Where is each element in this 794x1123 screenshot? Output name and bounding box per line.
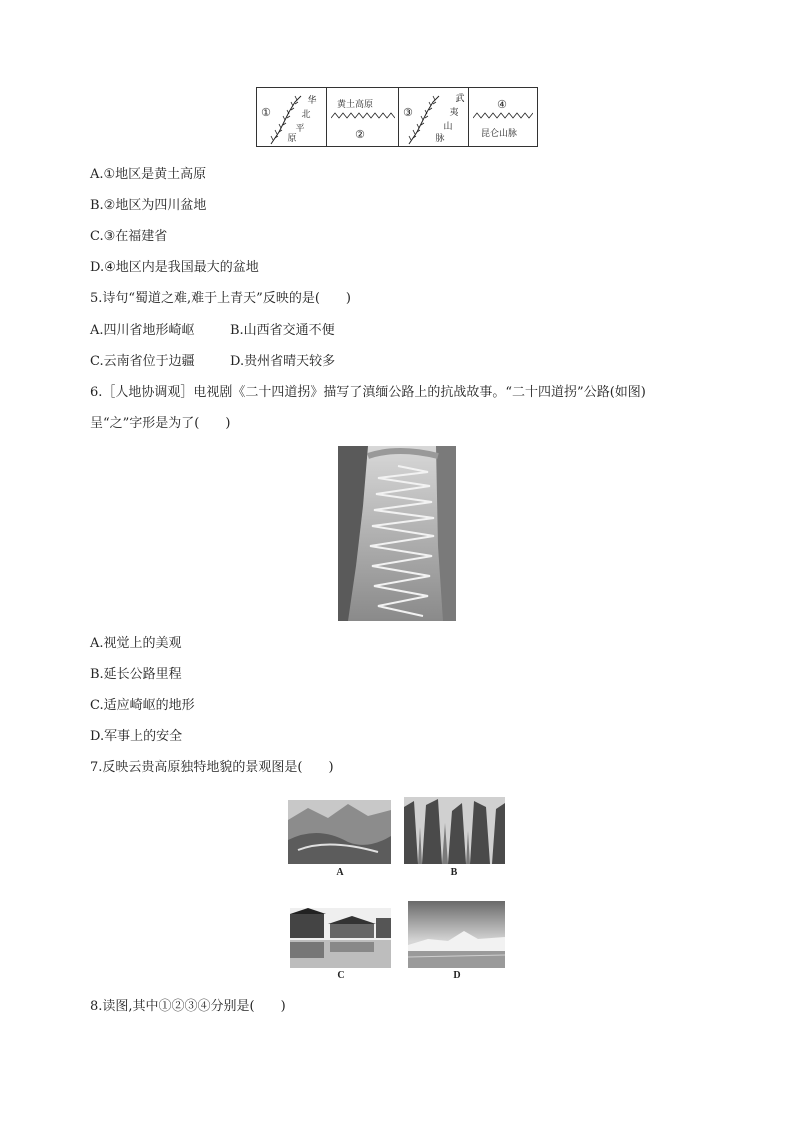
mountain-ridge-icon <box>473 112 533 120</box>
cell-1 <box>257 88 327 146</box>
landscape-photo-d <box>408 901 505 968</box>
label-mai: 脉 <box>435 134 445 144</box>
label-hua: 华 <box>307 96 317 106</box>
q8-stem: 8.读图,其中①②③④分别是( ) <box>90 999 286 1014</box>
q5-option-b: B.山西省交通不便 <box>230 323 335 338</box>
caption-c: C <box>337 970 345 981</box>
label-shan: 山 <box>443 122 453 132</box>
loess-plateau-title: 黄土高原 <box>337 100 374 110</box>
plateau-ridge-icon <box>331 112 395 120</box>
q7-stem: 7.反映云贵高原独特地貌的景观图是( ) <box>90 760 334 775</box>
q6-option-a: A.视觉上的美观 <box>90 636 182 651</box>
q6-stem-line2: 呈“之”字形是为了( ) <box>90 416 231 431</box>
q4-option-b: B.②地区为四川盆地 <box>90 198 207 213</box>
q6-option-b: B.延长公路里程 <box>90 667 182 682</box>
q4-option-d: D.④地区内是我国最大的盆地 <box>90 260 259 275</box>
label-ping: 平 <box>295 124 305 134</box>
label-wu: 武 <box>455 94 465 104</box>
marker-4: ④ <box>497 98 507 111</box>
landscape-photo-a <box>288 800 391 864</box>
q6-option-c: C.适应崎岖的地形 <box>90 698 195 713</box>
marker-2: ② <box>355 128 365 141</box>
q5-option-c: C.云南省位于边疆 <box>90 354 195 369</box>
q5-option-d: D.贵州省晴天较多 <box>230 354 336 369</box>
zigzag-road-photo <box>338 446 456 621</box>
q5-option-a: A.四川省地形崎岖 <box>90 323 195 338</box>
label-bei: 北 <box>301 110 311 120</box>
kunlun-label: 昆仑山脉 <box>481 129 518 139</box>
label-yuan: 原 <box>287 134 297 144</box>
q5-stem: 5.诗句“蜀道之难,难于上青天”反映的是( ) <box>90 291 351 306</box>
label-yi: 夷 <box>449 108 459 118</box>
q4-option-c: C.③在福建省 <box>90 229 168 244</box>
landscape-photo-c <box>290 908 391 968</box>
q4-option-a: A.①地区是黄土高原 <box>90 167 207 182</box>
marker-3: ③ <box>403 106 413 119</box>
landscape-photo-b <box>404 797 505 864</box>
q6-option-d: D.军事上的安全 <box>90 729 183 744</box>
cell-4 <box>469 88 537 146</box>
marker-1: ① <box>261 106 271 119</box>
q6-stem-line1: 6.［人地协调观］电视剧《二十四道拐》描写了滇缅公路上的抗战故事。“二十四道拐”公路(如图) <box>90 385 646 400</box>
cell-2 <box>327 88 399 146</box>
caption-a: A <box>336 867 344 878</box>
landform-strip <box>256 87 538 147</box>
caption-b: B <box>450 867 458 878</box>
caption-d: D <box>453 970 461 981</box>
cell-3 <box>399 88 469 146</box>
